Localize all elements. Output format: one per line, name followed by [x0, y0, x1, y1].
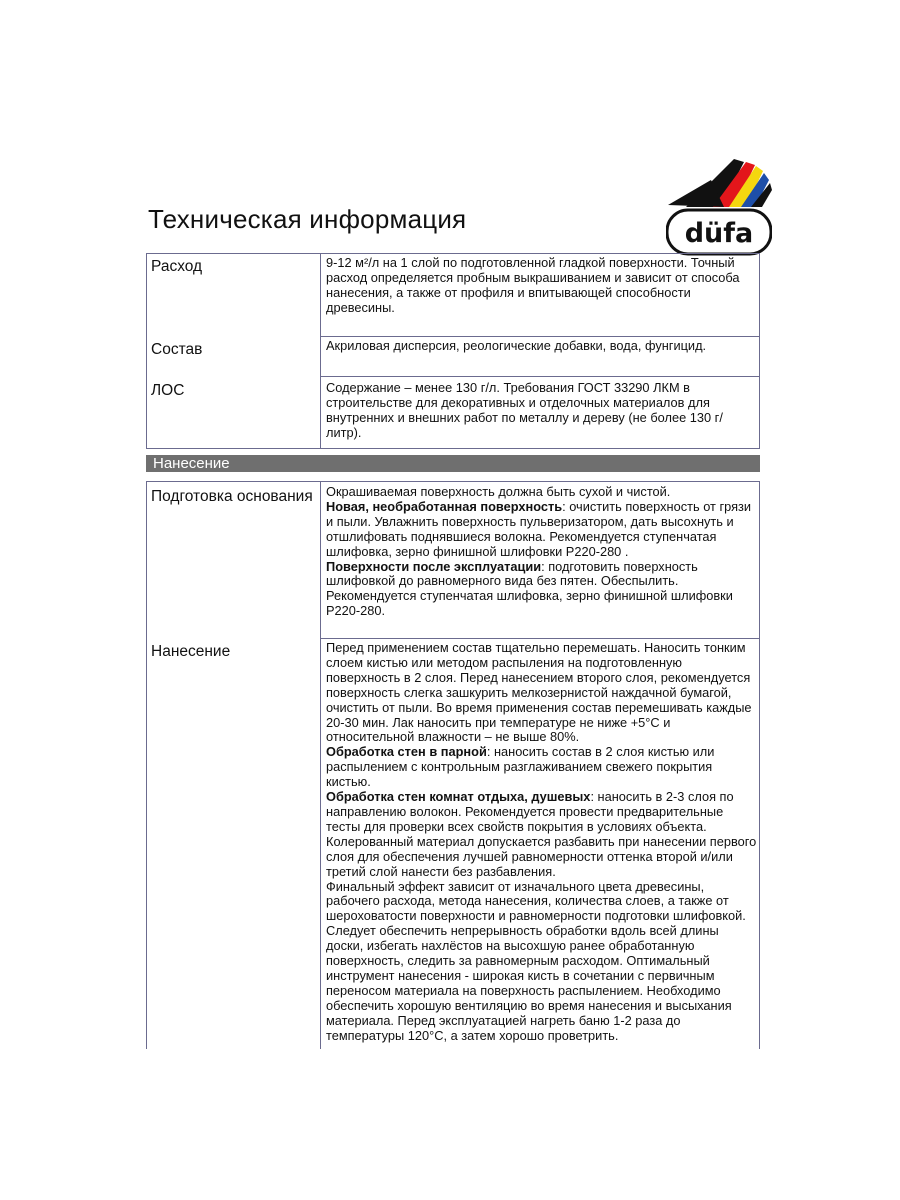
table1-row-divider	[320, 336, 760, 337]
table1-top-border	[146, 253, 760, 254]
table2-column-divider	[320, 481, 321, 1049]
logo-text: düfa	[684, 218, 754, 249]
rest-rooms-heading: Обработка стен комнат отдыха, душевых	[326, 789, 591, 805]
prep-new-surface-heading: Новая, необработанная поверхность	[326, 498, 563, 514]
tinted-paragraph: Колерованный материал допускается разбавить при нанесении первого слоя для обеспечения лучшей равномерности оттенка второй и/или третий слой нанести без разбавления.	[326, 833, 757, 879]
dufa-logo	[666, 150, 772, 260]
table1-row-divider	[320, 376, 760, 377]
row-label-composition: Состав	[151, 341, 203, 358]
table1-right-border	[759, 253, 760, 449]
table2-row-divider	[320, 638, 760, 639]
row-text-composition: Акриловая дисперсия, реологические добавки, вода, фунгицид.	[326, 338, 707, 353]
page-title: Техническая информация	[148, 204, 467, 234]
rest-rooms-text: : наносить в 2-3 слоя по направлению волокон. Рекомендуется провести предварительные тесты для проверки всех свойств покрытия в условиях объекта.	[326, 789, 734, 834]
sauna-heading: Обработка стен в парной	[326, 744, 487, 760]
row-label-application: Нанесение	[151, 643, 231, 660]
application-paragraph: Перед применением состав тщательно перемешать. Наносить тонким слоем кистью или методом распыления на подготовленную поверхность в 2 слоя. Перед нанесением второго слоя, рекомендуется поверхность слегка зашкурить мелкозернистой наждачной бумагой, очистить от пыли. Во время применения состав перемешивать каждые 20-30 мин. Лак наносить при температуре не ниже +5°С и относительной влажности – не выше 80%.	[326, 640, 752, 745]
row-label-surface-prep: Подготовка основания	[151, 488, 313, 505]
row-label-consumption: Расход	[151, 258, 203, 275]
prep-used-surface-text: : подготовить поверхность шлифовкой до равномерного вида без пятен. Обеспылить. Рекомендуется ступенчатая шлифовка, зерно финишной шлифовки Р220-280.	[326, 558, 733, 619]
table1-column-divider	[320, 253, 321, 449]
row-label-voc: ЛОС	[151, 382, 185, 399]
table1-bottom-border	[146, 448, 760, 449]
final-effect-paragraph: Финальный эффект зависит от изначального цвета древесины, рабочего расхода, метода нанесения, количества слоев, а также от шероховатости поверхности и равномерности подготовки шлифовкой. Следует обеспечить непрерывность обработки вдоль всей длины доски, избегать нахлёстов на высохшую ранее обработанную поверхность, следить за равномерным расходом. Оптимальный инструмент нанесения - широкая кисть в сочетании с первичным переносом материала на поверхность распылением. Необходимо обеспечить хорошую вентиляцию во время нанесения и высыхания материала. Перед эксплуатацией нагреть баню 1-2 раза до температуры 120°С, а затем хорошо проветрить.	[326, 878, 746, 1043]
prep-used-surface-heading: Поверхности после эксплуатации	[326, 558, 542, 574]
table2-left-border	[146, 481, 147, 1049]
prep-intro: Окрашиваемая поверхность должна быть сухой и чистой.	[326, 484, 671, 499]
prep-new-surface-text: : очистить поверхность от грязи и пыли. Увлажнить поверхность пульверизатором, дать высохнуть и отшлифовать поднявшиеся волокна. Рекомендуется ступенчатая шлифовка, зерно финишной шлифовки Р220-280 .	[326, 498, 752, 559]
section-header-application: Нанесение	[146, 455, 760, 472]
row-text-application	[326, 641, 758, 1043]
sauna-text: : наносить состав в 2 слоя кистью или распылением с контрольным разглаживанием свежего покрытия кистью.	[326, 744, 715, 790]
table2-right-border	[759, 481, 760, 1049]
table2-top-border	[146, 481, 760, 482]
row-text-voc: Содержание – менее 130 г/л. Требования ГОСТ 33290 ЛКМ в строительстве для декоративных и отделочных материалов для внутренних и внешних работ по металлу и дереву (не более 130 г/литр).	[326, 380, 723, 440]
row-text-surface-prep	[326, 485, 758, 619]
table1-left-border	[146, 253, 147, 449]
row-text-consumption: 9-12 м²/л на 1 слой по подготовленной гладкой поверхности. Точный расход определяется пробным выкрашиванием и зависит от способа нанесения, а также от профиля и впитывающей способности древесины.	[326, 255, 740, 315]
